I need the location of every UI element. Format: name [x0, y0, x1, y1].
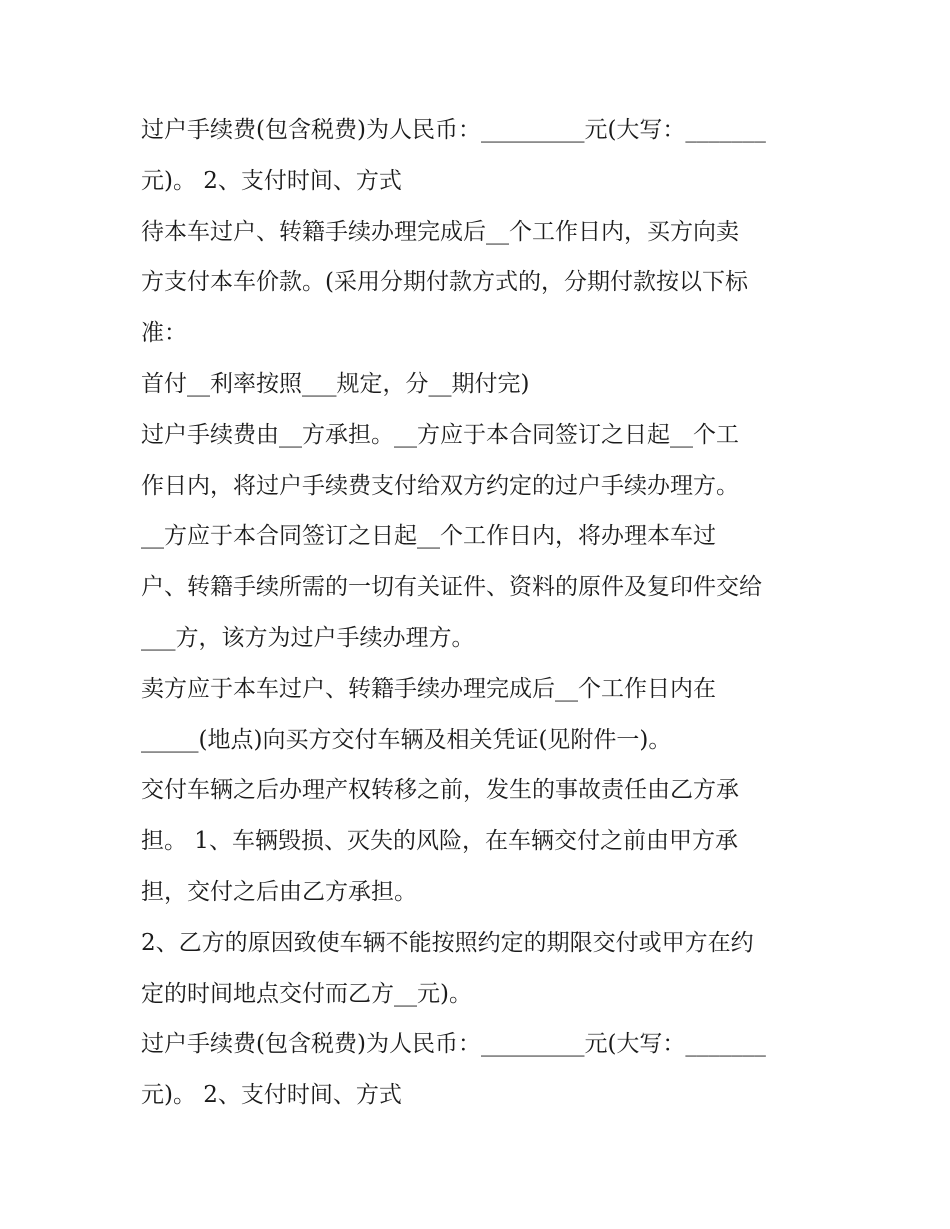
text-line: 过户手续费由__方承担。__方应于本合同签订之日起__个工 [141, 421, 739, 448]
text-line: 首付__利率按照___规定，分__期付完) [141, 370, 530, 397]
text-line: 交付车辆之后办理产权转移之前，发生的事故责任由乙方承 [141, 777, 739, 804]
text-line: 户、转籍手续所需的一切有关证件、资料的原件及复印件交给 [141, 574, 762, 601]
text-line: 定的时间地点交付而乙方__元)。 [141, 980, 472, 1007]
text-line: 担。 1、车辆毁损、灭失的风险，在车辆交付之前由甲方承 [141, 828, 738, 855]
text-line: __方应于本合同签订之日起__个工作日内，将办理本车过 [141, 523, 716, 550]
text-line: ___方，该方为过户手续办理方。 [141, 624, 475, 651]
text-line: 方支付本车价款。(采用分期付款方式的，分期付款按以下标 [141, 269, 748, 296]
document-body [141, 105, 821, 1121]
text-line: 准： [141, 320, 187, 347]
text-line: 作日内，将过户手续费支付给双方约定的过户手续办理方。 [141, 472, 739, 499]
text-line: 元)。 2、支付时间、方式 [141, 167, 402, 194]
text-line: 2、乙方的原因致使车辆不能按照约定的期限交付或甲方在约 [141, 929, 754, 956]
text-line: 卖方应于本车过户、转籍手续办理完成后__个工作日内在 [141, 675, 716, 702]
text-line: _____(地点)向买方交付车辆及相关凭证(见附件一)。 [141, 726, 672, 753]
text-line: 待本车过户、转籍手续办理完成后__个工作日内，买方向卖 [141, 218, 739, 245]
text-line: 过户手续费(包含税费)为人民币：_________元(大写：_______ [141, 117, 766, 143]
text-line: 担，交付之后由乙方承担。 [141, 878, 417, 905]
text-line: 元)。 2、支付时间、方式 [141, 1082, 402, 1109]
text-line: 过户手续费(包含税费)为人民币：_________元(大写：_______ [141, 1031, 766, 1058]
